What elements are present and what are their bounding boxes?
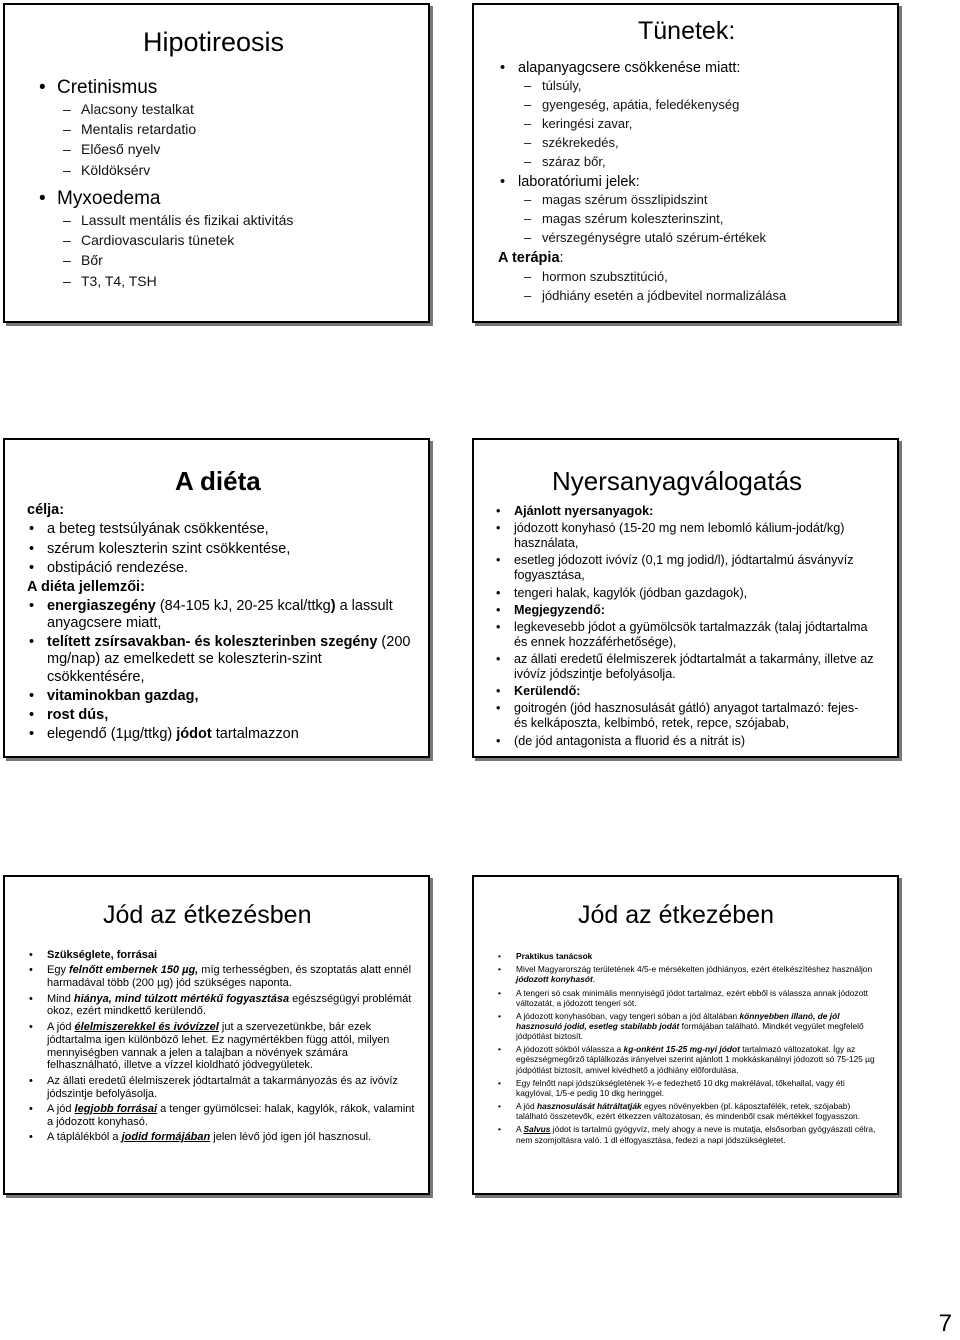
- list-item: • goitrogén (jód hasznosulását gátló) anyagot tartalmazó: fejes- és kelkáposzta, kelbimbó, retek, repce, szójabab,: [494, 701, 874, 731]
- sub-list-item: – vérszegénységre utaló szérum-értékek: [498, 229, 894, 248]
- bullet-list: [37, 77, 417, 291]
- sub-list-item: – magas szérum koleszterinszint,: [498, 210, 894, 229]
- list-item: • A jód legjobb forrásai a tenger gyümölcsei: halak, kagylók, rákok, valamint a jódozott konyhasó.: [27, 1103, 417, 1129]
- list-item: • Az állati eredetű élelmiszerek jódtartalmát a takarmányozás és az ivóvíz jódszintje befolyásolja.: [27, 1075, 417, 1101]
- slide-hipotireosis: [3, 3, 430, 323]
- sub-list-item: – Alacsony testalkat: [37, 99, 417, 119]
- list-item: • Egy felnőtt embernek 150 µg, míg terhességben, és szoptatás alatt ennél harmadával több (200 µg) jód szükséges naponta.: [27, 964, 417, 990]
- list-item: • rost dús,: [27, 707, 417, 724]
- sub-list-item: – T3, T4, TSH: [37, 271, 417, 291]
- bullet-list: [496, 951, 884, 1145]
- slide-jod-etkezesben: [3, 875, 430, 1195]
- list-item: • Ajánlott nyersanyagok:: [494, 504, 874, 519]
- bullet-list: [498, 59, 894, 306]
- list-heading: célja:: [27, 502, 65, 518]
- sub-list-item: – túlsúly,: [498, 77, 894, 96]
- slide-nyersanyag: [472, 438, 899, 758]
- sub-list-item: – Lassult mentális és fizikai aktivitás: [37, 210, 417, 230]
- list-item: • az állati eredetű élelmiszerek jódtartalmát a takarmány, illetve az ivóvíz jódszintje befolyásolja.: [494, 652, 874, 682]
- sub-list-item: – magas szérum összlipidszint: [498, 191, 894, 210]
- sub-list-item: – Köldöksérv: [37, 160, 417, 180]
- list-item: • Myxoedema: [37, 188, 417, 210]
- list-item: • esetleg jódozott ivóvíz (0,1 mg jodid/l), jódtartalmú ásványvíz fogyasztása,: [494, 553, 874, 583]
- sub-list-item: – Cardiovascularis tünetek: [37, 230, 417, 250]
- list-item: • alapanyagcsere csökkenése miatt:: [498, 59, 894, 77]
- sub-list-item: – jódhiány esetén a jódbevitel normalizálása: [498, 287, 894, 306]
- sub-list-item: – száraz bőr,: [498, 153, 894, 172]
- slide-title: Tünetek:: [638, 17, 736, 45]
- list-item: • elegendő (1µg/ttkg) jódot tartalmazzon: [27, 726, 417, 743]
- sub-list-item: – keringési zavar,: [498, 115, 894, 134]
- list-item: • tengeri halak, kagylók (jódban gazdagok),: [494, 586, 874, 601]
- slide-jod-etkezeben: [472, 875, 899, 1195]
- list-item: • Megjegyzendő:: [494, 603, 874, 618]
- list-item: • Szükséglete, forrásai: [27, 949, 417, 962]
- list-item: • energiaszegény (84-105 kJ, 20-25 kcal/ttkg) a lassult anyagcsere miatt,: [27, 598, 417, 632]
- list-item: • A táplálékból a jodid formájában jelen lévő jód igen jól hasznosul.: [27, 1131, 417, 1144]
- list-heading: A diéta jellemzői:: [27, 578, 145, 595]
- list-item: • Mivel Magyarország területének 4/5-e mérsékelten jódhiányos, ezért ételkészítéshez használjon jódozott konyhasót.: [496, 964, 884, 984]
- list-item: • (de jód antagonista a fluorid és a nitrát is): [494, 734, 874, 749]
- list-item: • A tengeri só csak minimális mennyiségű jódot tartalmaz, ezért ebből is válassza annak jódozott változatát, a jódozott tengeri sót.: [496, 988, 884, 1008]
- slide-tunetek: [472, 3, 899, 323]
- sub-list-item: – gyengeség, apátia, feledékenység: [498, 96, 894, 115]
- bullet-list: [27, 949, 417, 1144]
- list-item: • Cretinismus: [37, 77, 417, 99]
- list-item: • A jód hasznosulását hátráltatják egyes növényekben (pl. káposztafélék, retek, szójabab) található összetevők, ezért étkezzen változatosan, és mindenből csak mértékkel fogyasszon.: [496, 1101, 884, 1121]
- list-item: • Kerülendő:: [494, 684, 874, 699]
- sub-list-item: – székrekedés,: [498, 134, 894, 153]
- slide-title: A diéta: [175, 466, 261, 496]
- list-item: • A jód élelmiszerekkel és ivóvízzel jut a szervezetünkbe, bár ezek jódtartalma igen különböző lehet. Ez nagymértékben függ attól, milyen mennyiségben vannak a jelen a talajban a növények számára felhasználható, illetve a vízzel kioldható jódvegyületek.: [27, 1021, 417, 1072]
- list-item: • A Salvus jódot is tartalmú gyógyvíz, mely ahogy a neve is mutatja, elsősorban gyógyászati célra, nem szomjoltásra való. 1 dl elfogyasztása, fedezi a napi jódszükségletet.: [496, 1124, 884, 1144]
- sub-list-item: – Bőr: [37, 250, 417, 270]
- list-item: • A jódozott konyhasóban, vagy tengeri sóban a jód általában könnyebben illanó, de jól hasznosuló jodid, esetleg stabilabb jodát formájában található. Mindkét vegyület megfelelő jódpótlást biztosít.: [496, 1011, 884, 1041]
- list-item: • laboratóriumi jelek:: [498, 173, 894, 191]
- list-item: • a beteg testsúlyának csökkentése,: [27, 521, 417, 538]
- list-item: • szérum koleszterin szint csökkentése,: [27, 541, 417, 558]
- slide-title: Jód az étkezésben: [103, 901, 312, 929]
- sub-list-item: – hormon szubsztitúció,: [498, 268, 894, 287]
- bullet-list: [27, 502, 417, 743]
- list-item: • legkevesebb jódot a gyümölcsök tartalmazzák (talaj jódtartalma és ennek hozzáférhetősége),: [494, 620, 874, 650]
- list-item: • jódozott konyhasó (15-20 mg nem lebomló kálium-jodát/kg) használata,: [494, 521, 874, 551]
- slide-dieta: [3, 438, 430, 758]
- list-heading: A terápia:: [498, 250, 564, 266]
- bullet-list: [494, 504, 874, 749]
- list-item: • obstipáció rendezése.: [27, 560, 417, 577]
- list-item: • Praktikus tanácsok: [496, 951, 884, 961]
- list-item: • Mind hiánya, mind túlzott mértékű fogyasztása egészségügyi problémát okoz, ezért mindkettő kerülendő.: [27, 993, 417, 1019]
- slide-title: Nyersanyagválogatás: [552, 466, 803, 496]
- list-item: • telített zsírsavakban- és koleszterinben szegény (200 mg/nap) az emelkedett se koleszterin-szint csökkentésére,: [27, 634, 417, 685]
- sub-list-item: – Előeső nyelv: [37, 139, 417, 159]
- page-number: 7: [938, 1310, 952, 1337]
- list-item: • vitaminokban gazdag,: [27, 688, 417, 705]
- sub-list-item: – Mentalis retardatio: [37, 119, 417, 139]
- slide-title: Hipotireosis: [143, 27, 285, 57]
- list-item: • A jódozott sókból válassza a kg-onként 15-25 mg-nyi jódot tartalmazó változatokat. Így az egészségmegőrző táplálkozás irányelvei szerint ajánlott 1 mokkáskanálnyi jódozott só 75-125 µg jódpótlást biztosít, amivel kivédhető a jódhiány előfordulása.: [496, 1044, 884, 1074]
- slide-title: Jód az étkezében: [578, 901, 774, 929]
- list-item: • Egy felnőtt napi jódszükségletének ¾-e fedezhető 10 dkg makrélával, tőkehallal, vagy éti kagylóval, 1/5-e pedig 10 dkg heringgel.: [496, 1078, 884, 1098]
